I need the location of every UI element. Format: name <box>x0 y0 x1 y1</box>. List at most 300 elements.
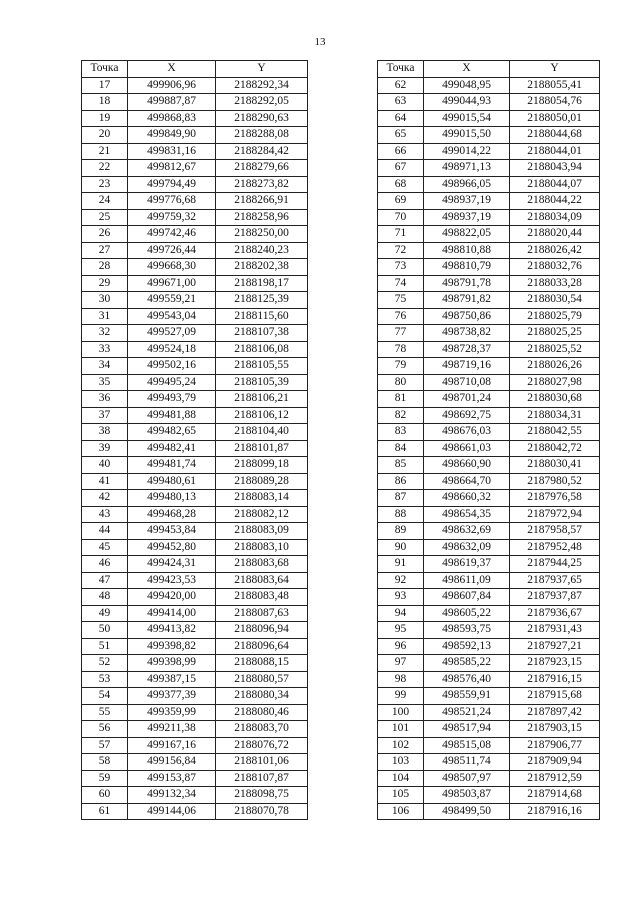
cell-x: 499527,09 <box>128 325 216 342</box>
table-row <box>378 259 600 276</box>
table-row <box>378 787 600 804</box>
table-row <box>82 259 308 276</box>
cell-point: 92 <box>378 572 424 589</box>
cell-y: 2188025,25 <box>510 325 600 342</box>
cell-y: 2187923,15 <box>510 655 600 672</box>
cell-point: 90 <box>378 539 424 556</box>
cell-y: 2188042,72 <box>510 440 600 457</box>
table-row <box>378 622 600 639</box>
cell-y: 2188125,39 <box>216 292 308 309</box>
cell-y: 2188240,23 <box>216 242 308 259</box>
cell-x: 499742,46 <box>128 226 216 243</box>
cell-y: 2188105,39 <box>216 374 308 391</box>
cell-y: 2188279,66 <box>216 160 308 177</box>
cell-x: 499671,00 <box>128 275 216 292</box>
table-row <box>82 308 308 325</box>
table-row <box>82 506 308 523</box>
cell-x: 499794,49 <box>128 176 216 193</box>
table-row <box>82 638 308 655</box>
table-row <box>82 110 308 127</box>
cell-y: 2188115,60 <box>216 308 308 325</box>
cell-x: 499481,88 <box>128 407 216 424</box>
cell-y: 2188273,82 <box>216 176 308 193</box>
cell-x: 498517,94 <box>424 721 510 738</box>
cell-x: 499377,39 <box>128 688 216 705</box>
cell-y: 2188044,01 <box>510 143 600 160</box>
cell-x: 499726,44 <box>128 242 216 259</box>
cell-x: 499359,99 <box>128 704 216 721</box>
cell-x: 499414,00 <box>128 605 216 622</box>
table-row <box>82 143 308 160</box>
cell-x: 499015,50 <box>424 127 510 144</box>
cell-x: 499211,38 <box>128 721 216 738</box>
cell-x: 499015,54 <box>424 110 510 127</box>
cell-y: 2188107,38 <box>216 325 308 342</box>
cell-point: 98 <box>378 671 424 688</box>
table-row <box>82 242 308 259</box>
cell-point: 48 <box>82 589 128 606</box>
cell-x: 499559,21 <box>128 292 216 309</box>
table-row <box>82 589 308 606</box>
cell-point: 39 <box>82 440 128 457</box>
table-row <box>378 721 600 738</box>
table-row <box>82 176 308 193</box>
header-y: Y <box>216 61 308 78</box>
cell-y: 2187952,48 <box>510 539 600 556</box>
cell-x: 498605,22 <box>424 605 510 622</box>
table-row <box>378 589 600 606</box>
table-row <box>82 556 308 573</box>
cell-y: 2188025,52 <box>510 341 600 358</box>
cell-point: 63 <box>378 94 424 111</box>
table-row <box>378 523 600 540</box>
cell-y: 2188099,18 <box>216 457 308 474</box>
cell-x: 498632,09 <box>424 539 510 556</box>
cell-point: 102 <box>378 737 424 754</box>
header-point: Точка <box>378 61 424 78</box>
cell-point: 99 <box>378 688 424 705</box>
cell-y: 2188070,78 <box>216 803 308 820</box>
table-header-row <box>82 61 308 78</box>
cell-y: 2188076,72 <box>216 737 308 754</box>
cell-x: 499887,87 <box>128 94 216 111</box>
cell-point: 104 <box>378 770 424 787</box>
cell-x: 499849,90 <box>128 127 216 144</box>
coordinates-table-right <box>377 60 600 820</box>
cell-x: 499468,28 <box>128 506 216 523</box>
table-row <box>378 193 600 210</box>
cell-point: 20 <box>82 127 128 144</box>
cell-point: 36 <box>82 391 128 408</box>
cell-y: 2188250,00 <box>216 226 308 243</box>
table-row <box>82 292 308 309</box>
cell-x: 499482,41 <box>128 440 216 457</box>
cell-point: 82 <box>378 407 424 424</box>
cell-x: 499482,65 <box>128 424 216 441</box>
cell-y: 2188089,28 <box>216 473 308 490</box>
cell-x: 498692,75 <box>424 407 510 424</box>
table-row <box>378 440 600 457</box>
table-row <box>378 704 600 721</box>
cell-point: 85 <box>378 457 424 474</box>
cell-point: 73 <box>378 259 424 276</box>
cell-point: 100 <box>378 704 424 721</box>
cell-point: 75 <box>378 292 424 309</box>
table-row <box>378 292 600 309</box>
table-row <box>378 473 600 490</box>
cell-y: 2188080,57 <box>216 671 308 688</box>
cell-y: 2188044,68 <box>510 127 600 144</box>
table-row <box>378 737 600 754</box>
cell-x: 498576,40 <box>424 671 510 688</box>
cell-x: 499398,99 <box>128 655 216 672</box>
cell-point: 18 <box>82 94 128 111</box>
table-row <box>82 77 308 94</box>
cell-x: 499453,84 <box>128 523 216 540</box>
table-row <box>82 325 308 342</box>
cell-x: 499668,30 <box>128 259 216 276</box>
cell-y: 2188101,87 <box>216 440 308 457</box>
cell-x: 498810,79 <box>424 259 510 276</box>
cell-x: 499420,00 <box>128 589 216 606</box>
cell-point: 22 <box>82 160 128 177</box>
cell-x: 498515,08 <box>424 737 510 754</box>
table-body-right <box>378 77 600 820</box>
cell-x: 498592,13 <box>424 638 510 655</box>
cell-y: 2187915,68 <box>510 688 600 705</box>
cell-y: 2188098,75 <box>216 787 308 804</box>
cell-x: 499413,82 <box>128 622 216 639</box>
table-row <box>378 110 600 127</box>
table-row <box>378 391 600 408</box>
cell-y: 2188083,48 <box>216 589 308 606</box>
cell-point: 86 <box>378 473 424 490</box>
cell-point: 83 <box>378 424 424 441</box>
cell-x: 498632,69 <box>424 523 510 540</box>
cell-point: 65 <box>378 127 424 144</box>
cell-point: 58 <box>82 754 128 771</box>
cell-y: 2188106,08 <box>216 341 308 358</box>
cell-point: 60 <box>82 787 128 804</box>
cell-x: 498619,37 <box>424 556 510 573</box>
cell-y: 2187903,15 <box>510 721 600 738</box>
cell-x: 499493,79 <box>128 391 216 408</box>
cell-point: 52 <box>82 655 128 672</box>
cell-point: 17 <box>82 77 128 94</box>
cell-x: 498611,09 <box>424 572 510 589</box>
table-row <box>82 737 308 754</box>
table-row <box>378 490 600 507</box>
cell-y: 2188033,28 <box>510 275 600 292</box>
table-row <box>378 655 600 672</box>
table-row <box>82 572 308 589</box>
cell-y: 2187909,94 <box>510 754 600 771</box>
cell-x: 499424,31 <box>128 556 216 573</box>
cell-x: 498507,97 <box>424 770 510 787</box>
cell-y: 2188202,38 <box>216 259 308 276</box>
cell-y: 2188083,64 <box>216 572 308 589</box>
table-row <box>82 440 308 457</box>
table-row <box>82 655 308 672</box>
cell-y: 2188096,94 <box>216 622 308 639</box>
table-row <box>378 754 600 771</box>
table-row <box>82 523 308 540</box>
table-row <box>378 358 600 375</box>
cell-y: 2188020,44 <box>510 226 600 243</box>
cell-x: 499906,96 <box>128 77 216 94</box>
cell-point: 106 <box>378 803 424 820</box>
table-row <box>82 704 308 721</box>
cell-y: 2188042,55 <box>510 424 600 441</box>
cell-point: 70 <box>378 209 424 226</box>
cell-x: 498559,91 <box>424 688 510 705</box>
cell-x: 499452,80 <box>128 539 216 556</box>
table-row <box>82 490 308 507</box>
cell-x: 498607,84 <box>424 589 510 606</box>
cell-point: 95 <box>378 622 424 639</box>
cell-point: 28 <box>82 259 128 276</box>
cell-point: 46 <box>82 556 128 573</box>
cell-point: 55 <box>82 704 128 721</box>
cell-y: 2188050,01 <box>510 110 600 127</box>
table-body-left <box>82 77 308 820</box>
cell-y: 2188044,22 <box>510 193 600 210</box>
cell-y: 2188290,63 <box>216 110 308 127</box>
cell-point: 87 <box>378 490 424 507</box>
cell-y: 2188106,12 <box>216 407 308 424</box>
table-row <box>378 143 600 160</box>
cell-y: 2188101,06 <box>216 754 308 771</box>
coordinates-table-left <box>81 60 308 820</box>
cell-y: 2188082,12 <box>216 506 308 523</box>
cell-y: 2188083,70 <box>216 721 308 738</box>
table-row <box>82 209 308 226</box>
table-row <box>82 341 308 358</box>
table-row <box>82 622 308 639</box>
table-row <box>378 556 600 573</box>
table-row <box>82 94 308 111</box>
cell-point: 26 <box>82 226 128 243</box>
cell-y: 2187916,15 <box>510 671 600 688</box>
cell-point: 44 <box>82 523 128 540</box>
table-row <box>378 671 600 688</box>
cell-x: 498791,82 <box>424 292 510 309</box>
cell-point: 41 <box>82 473 128 490</box>
cell-point: 47 <box>82 572 128 589</box>
cell-x: 498822,05 <box>424 226 510 243</box>
cell-x: 499044,93 <box>424 94 510 111</box>
cell-y: 2188027,98 <box>510 374 600 391</box>
cell-x: 499156,84 <box>128 754 216 771</box>
cell-x: 499868,83 <box>128 110 216 127</box>
table-row <box>378 127 600 144</box>
cell-x: 499495,24 <box>128 374 216 391</box>
cell-point: 76 <box>378 308 424 325</box>
cell-x: 499048,95 <box>424 77 510 94</box>
cell-point: 25 <box>82 209 128 226</box>
cell-point: 77 <box>378 325 424 342</box>
cell-x: 499387,15 <box>128 671 216 688</box>
cell-y: 2188080,46 <box>216 704 308 721</box>
cell-y: 2188258,96 <box>216 209 308 226</box>
table-row <box>82 374 308 391</box>
table-header-row <box>378 61 600 78</box>
cell-x: 498661,03 <box>424 440 510 457</box>
table-row <box>82 688 308 705</box>
header-x: X <box>128 61 216 78</box>
cell-y: 2187916,16 <box>510 803 600 820</box>
cell-y: 2187906,77 <box>510 737 600 754</box>
cell-point: 89 <box>378 523 424 540</box>
cell-y: 2188032,76 <box>510 259 600 276</box>
cell-y: 2187927,21 <box>510 638 600 655</box>
table-row <box>378 275 600 292</box>
table-row <box>82 671 308 688</box>
cell-x: 498660,90 <box>424 457 510 474</box>
cell-x: 499014,22 <box>424 143 510 160</box>
cell-y: 2188284,42 <box>216 143 308 160</box>
cell-point: 93 <box>378 589 424 606</box>
cell-point: 49 <box>82 605 128 622</box>
table-row <box>82 605 308 622</box>
cell-point: 56 <box>82 721 128 738</box>
cell-point: 66 <box>378 143 424 160</box>
table-row <box>378 308 600 325</box>
cell-x: 498738,82 <box>424 325 510 342</box>
cell-x: 499543,04 <box>128 308 216 325</box>
cell-x: 499480,13 <box>128 490 216 507</box>
cell-point: 81 <box>378 391 424 408</box>
cell-point: 88 <box>378 506 424 523</box>
table-row <box>378 457 600 474</box>
table-row <box>378 688 600 705</box>
cell-point: 29 <box>82 275 128 292</box>
table-row <box>82 226 308 243</box>
table-row <box>82 391 308 408</box>
cell-point: 96 <box>378 638 424 655</box>
page-number: 13 <box>314 36 326 48</box>
header-point: Точка <box>82 61 128 78</box>
cell-x: 498937,19 <box>424 209 510 226</box>
table-row <box>378 605 600 622</box>
cell-point: 74 <box>378 275 424 292</box>
table-row <box>378 407 600 424</box>
cell-x: 499759,32 <box>128 209 216 226</box>
cell-point: 69 <box>378 193 424 210</box>
cell-y: 2187937,65 <box>510 572 600 589</box>
cell-point: 105 <box>378 787 424 804</box>
table-row <box>82 457 308 474</box>
cell-point: 84 <box>378 440 424 457</box>
table-row <box>82 754 308 771</box>
cell-point: 34 <box>82 358 128 375</box>
cell-x: 499502,16 <box>128 358 216 375</box>
table-row <box>82 407 308 424</box>
cell-y: 2188030,41 <box>510 457 600 474</box>
cell-x: 498511,74 <box>424 754 510 771</box>
cell-point: 43 <box>82 506 128 523</box>
table-row <box>378 94 600 111</box>
cell-point: 51 <box>82 638 128 655</box>
cell-y: 2188044,07 <box>510 176 600 193</box>
cell-x: 498791,78 <box>424 275 510 292</box>
cell-point: 38 <box>82 424 128 441</box>
cell-x: 498499,50 <box>424 803 510 820</box>
cell-point: 32 <box>82 325 128 342</box>
cell-x: 498701,24 <box>424 391 510 408</box>
cell-y: 2187912,59 <box>510 770 600 787</box>
cell-y: 2188083,10 <box>216 539 308 556</box>
cell-x: 499423,53 <box>128 572 216 589</box>
cell-point: 30 <box>82 292 128 309</box>
cell-point: 31 <box>82 308 128 325</box>
cell-x: 498654,35 <box>424 506 510 523</box>
cell-point: 19 <box>82 110 128 127</box>
cell-x: 499480,61 <box>128 473 216 490</box>
cell-point: 21 <box>82 143 128 160</box>
cell-point: 71 <box>378 226 424 243</box>
cell-point: 23 <box>82 176 128 193</box>
table-row <box>82 193 308 210</box>
cell-y: 2187914,68 <box>510 787 600 804</box>
cell-x: 498660,32 <box>424 490 510 507</box>
cell-y: 2188292,34 <box>216 77 308 94</box>
cell-x: 498750,86 <box>424 308 510 325</box>
cell-y: 2187937,87 <box>510 589 600 606</box>
cell-point: 27 <box>82 242 128 259</box>
cell-y: 2188043,94 <box>510 160 600 177</box>
cell-y: 2188087,63 <box>216 605 308 622</box>
header-x: X <box>424 61 510 78</box>
cell-point: 97 <box>378 655 424 672</box>
cell-point: 91 <box>378 556 424 573</box>
table-row <box>82 539 308 556</box>
cell-x: 499132,34 <box>128 787 216 804</box>
table-row <box>378 803 600 820</box>
cell-x: 499481,74 <box>128 457 216 474</box>
cell-point: 101 <box>378 721 424 738</box>
cell-x: 498719,16 <box>424 358 510 375</box>
cell-y: 2188088,15 <box>216 655 308 672</box>
table-row <box>378 374 600 391</box>
cell-point: 33 <box>82 341 128 358</box>
cell-point: 94 <box>378 605 424 622</box>
cell-point: 79 <box>378 358 424 375</box>
cell-x: 498710,08 <box>424 374 510 391</box>
header-y: Y <box>510 61 600 78</box>
cell-point: 40 <box>82 457 128 474</box>
cell-y: 2188107,87 <box>216 770 308 787</box>
cell-y: 2188105,55 <box>216 358 308 375</box>
cell-point: 78 <box>378 341 424 358</box>
cell-point: 53 <box>82 671 128 688</box>
cell-y: 2187972,94 <box>510 506 600 523</box>
table-row <box>378 572 600 589</box>
table-row <box>82 160 308 177</box>
cell-point: 50 <box>82 622 128 639</box>
cell-y: 2188026,42 <box>510 242 600 259</box>
cell-y: 2188096,64 <box>216 638 308 655</box>
cell-point: 24 <box>82 193 128 210</box>
cell-point: 54 <box>82 688 128 705</box>
cell-y: 2187931,43 <box>510 622 600 639</box>
table-row <box>82 473 308 490</box>
cell-point: 103 <box>378 754 424 771</box>
cell-y: 2188025,79 <box>510 308 600 325</box>
cell-point: 59 <box>82 770 128 787</box>
cell-y: 2188083,14 <box>216 490 308 507</box>
cell-point: 37 <box>82 407 128 424</box>
